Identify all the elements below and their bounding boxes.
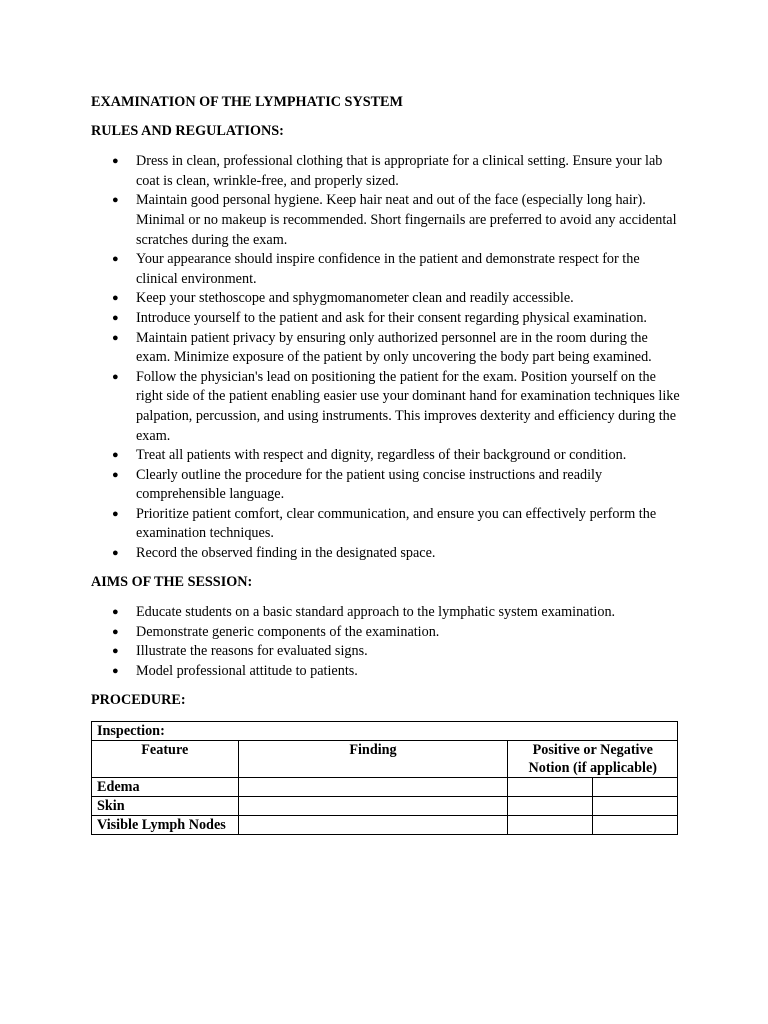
list-item <box>91 289 681 309</box>
list-item <box>91 623 681 643</box>
list-item <box>91 191 681 250</box>
bullet-icon: ● <box>112 311 119 324</box>
list-item-text: Maintain good personal hygiene. Keep hair neat and out of the face (especially long hair). Minimal or no makeup is recommended. Short fingernails are preferred to avoid any accidental scratches during the exam. <box>136 192 677 248</box>
list-item <box>91 309 681 329</box>
list-item-text: Prioritize patient comfort, clear communication, and ensure you can effectively perform the examination techniques. <box>136 505 657 542</box>
feature-cell: Edema <box>92 778 239 797</box>
negative-cell[interactable] <box>593 816 678 835</box>
list-item <box>91 329 681 368</box>
feature-cell: Skin <box>92 797 239 816</box>
bullet-icon: ● <box>112 645 119 658</box>
bullet-icon: ● <box>112 331 119 344</box>
bullet-icon: ● <box>112 253 119 266</box>
rules-heading: RULES AND REGULATIONS: <box>91 122 284 139</box>
bullet-icon: ● <box>112 155 119 168</box>
feature-column-header: Feature <box>92 741 239 778</box>
positive-cell[interactable] <box>508 797 593 816</box>
aims-heading: AIMS OF THE SESSION: <box>91 573 253 590</box>
bullet-icon: ● <box>112 606 119 619</box>
document-title: EXAMINATION OF THE LYMPHATIC SYSTEM <box>91 94 403 110</box>
list-item <box>91 642 681 662</box>
procedure-heading: PROCEDURE: <box>91 691 186 708</box>
negative-cell[interactable] <box>593 797 678 816</box>
list-item <box>91 368 681 446</box>
list-item <box>91 603 681 623</box>
table-section-row <box>92 722 678 741</box>
list-item-text: Educate students on a basic standard approach to the lymphatic system examination. <box>136 604 616 621</box>
positive-negative-column-header: Positive or Negative Notion (if applicable) <box>508 741 678 778</box>
list-item <box>91 152 681 191</box>
bullet-icon: ● <box>112 292 119 305</box>
rules-list <box>91 152 681 563</box>
list-item <box>91 250 681 289</box>
list-item <box>91 505 681 544</box>
list-item <box>91 466 681 505</box>
list-item-text: Your appearance should inspire confidence in the patient and demonstrate respect for the clinical environment. <box>136 251 640 287</box>
table-row <box>92 797 678 816</box>
bullet-icon: ● <box>112 625 119 638</box>
bullet-icon: ● <box>112 665 119 678</box>
finding-cell[interactable] <box>238 778 508 797</box>
bullet-icon: ● <box>112 370 119 383</box>
bullet-icon: ● <box>112 507 119 520</box>
list-item-text: Introduce yourself to the patient and ask for their consent regarding physical examination. <box>136 309 647 326</box>
list-item-text: Demonstrate generic components of the examination. <box>136 623 440 640</box>
negative-cell[interactable] <box>593 778 678 797</box>
document-page <box>91 93 681 835</box>
list-item <box>91 446 681 466</box>
feature-cell: Visible Lymph Nodes <box>92 816 239 835</box>
list-item-text: Model professional attitude to patients. <box>136 663 358 680</box>
finding-column-header: Finding <box>238 741 508 778</box>
bullet-icon: ● <box>112 194 119 207</box>
finding-cell[interactable] <box>238 816 508 835</box>
bullet-icon: ● <box>112 547 119 560</box>
list-item-text: Maintain patient privacy by ensuring only authorized personnel are in the room during the exam. Minimize exposure of the patient by only uncovering the body part being examined. <box>136 329 652 366</box>
list-item-text: Dress in clean, professional clothing that is appropriate for a clinical setting. Ensure your lab coat is clean, wrinkle-free, and properly sized. <box>136 153 663 189</box>
positive-cell[interactable] <box>508 816 593 835</box>
table-header-row <box>92 741 678 778</box>
inspection-table <box>91 721 678 835</box>
positive-cell[interactable] <box>508 778 593 797</box>
aims-list <box>91 603 681 681</box>
list-item-text: Clearly outline the procedure for the patient using concise instructions and readily comprehensible language. <box>136 466 603 503</box>
list-item-text: Treat all patients with respect and dignity, regardless of their background or condition. <box>136 447 627 464</box>
inspection-label: Inspection: <box>92 722 678 741</box>
list-item-text: Follow the physician's lead on positioning the patient for the exam. Position yourself on the right side of the patient enabling easier use your dominant hand for examination techniques like palpation, percussion, and using instruments. This improves dexterity and efficiency during the exam. <box>136 368 680 444</box>
bullet-icon: ● <box>112 449 119 462</box>
bullet-icon: ● <box>112 468 119 481</box>
finding-cell[interactable] <box>238 797 508 816</box>
list-item-text: Keep your stethoscope and sphygmomanometer clean and readily accessible. <box>136 290 574 307</box>
list-item <box>91 544 681 564</box>
list-item <box>91 662 681 682</box>
table-row <box>92 778 678 797</box>
table-row <box>92 816 678 835</box>
list-item-text: Illustrate the reasons for evaluated signs. <box>136 643 368 660</box>
list-item-text: Record the observed finding in the designated space. <box>136 545 436 562</box>
